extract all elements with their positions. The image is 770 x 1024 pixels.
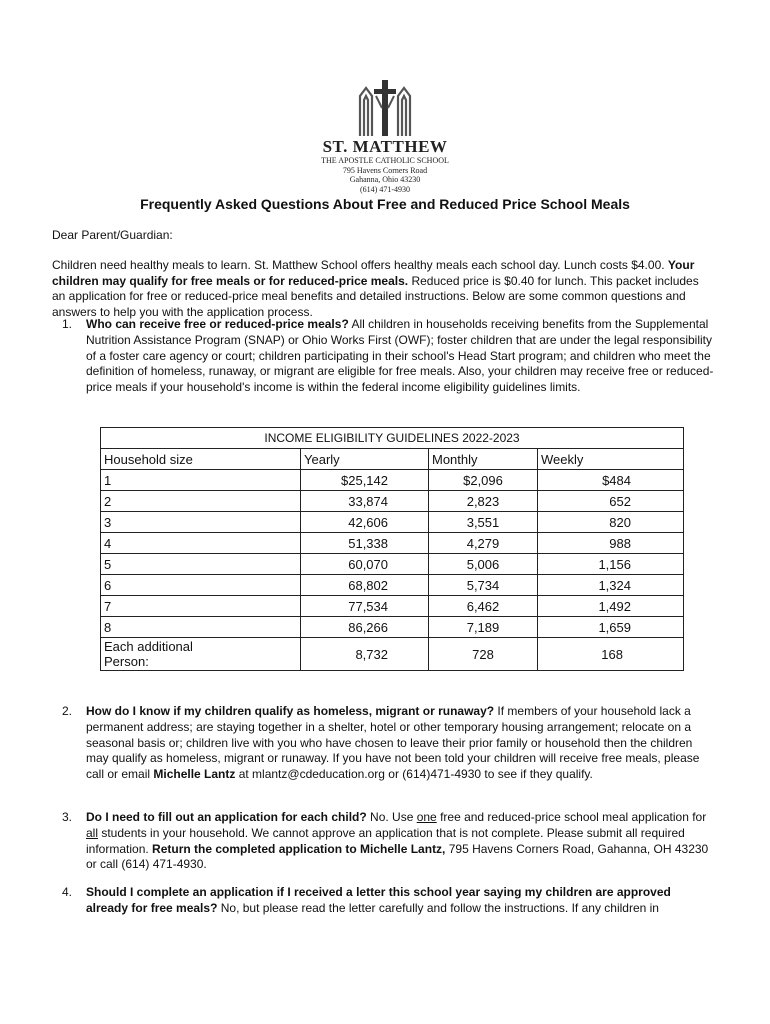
- faq-answer-part: free and reduced-price school meal application for: [436, 810, 707, 824]
- cell-yearly: 77,534: [301, 596, 429, 617]
- school-name: ST. MATTHEW: [322, 137, 448, 156]
- faq-item-4: [52, 885, 714, 917]
- school-logo: [300, 80, 470, 194]
- table-row: [101, 617, 684, 638]
- cell-size: [101, 638, 301, 671]
- cell-size: 8: [101, 617, 301, 638]
- table-caption: INCOME ELIGIBILITY GUIDELINES 2022-2023: [101, 428, 684, 449]
- faq-answer-1: If members of your household lack a permanent address; are staying together in a shelter, hotel or other temporary housing arrangement; relocate on a seasonal basis or; children live with you who have chosen to leave their prior family or household then the children may qualify as homeless, migrant or runaway. If you have not been told your children will receive free meals, please call or email: [86, 704, 700, 782]
- intro-text-1: Children need healthy meals to learn. St. Matthew School offers healthy meals each school day. Lunch costs $4.00.: [52, 258, 665, 272]
- cell-weekly: 168: [538, 638, 684, 671]
- cell-monthly: 5,734: [429, 575, 538, 596]
- intro-bold: Your children may qualify for free meals or for reduced-price meals.: [52, 258, 695, 288]
- table-row: [101, 596, 684, 617]
- school-subtitle: THE APOSTLE CATHOLIC SCHOOL: [321, 156, 449, 165]
- cell-size: 4: [101, 533, 301, 554]
- cell-weekly: 988: [538, 533, 684, 554]
- cell-size: 7: [101, 596, 301, 617]
- cell-yearly: 60,070: [301, 554, 429, 575]
- cell-weekly: 1,324: [538, 575, 684, 596]
- cell-monthly: 3,551: [429, 512, 538, 533]
- school-phone: (614) 471-4930: [360, 184, 410, 194]
- cell-size-line2: Person:: [104, 654, 149, 669]
- table-row: [101, 533, 684, 554]
- header-monthly: Monthly: [429, 449, 538, 470]
- table-row: [101, 575, 684, 596]
- cell-size: 3: [101, 512, 301, 533]
- table-row: [101, 470, 684, 491]
- header-household-size: Household size: [101, 449, 301, 470]
- contact-name: Michelle Lantz: [153, 767, 236, 782]
- header-weekly: Weekly: [538, 449, 684, 470]
- faq-number: 3.: [62, 810, 73, 824]
- cell-yearly: 8,732: [301, 638, 429, 671]
- table-row-additional: [101, 638, 684, 671]
- intro-paragraph: [52, 258, 712, 320]
- underlined-word: all: [86, 825, 99, 840]
- cell-weekly: 1,659: [538, 617, 684, 638]
- faq-item-1: [52, 317, 714, 396]
- faq-answer-part: No. Use: [366, 810, 417, 824]
- faq-answer-part: 795 Havens Corners Road, Gahanna, OH 43230 or call (614) 471-4930.: [86, 841, 709, 872]
- cell-monthly: 4,279: [429, 533, 538, 554]
- cell-weekly: 652: [538, 491, 684, 512]
- faq-answer: All children in households receiving benefits from the Supplemental Nutrition Assistance Program (SNAP) or Ohio Works First (OWF); foster children that are under the legal responsibility of a foster care agency or court; children participating in their school's Head Start program; and children who meet the definition of homeless, runaway, or migrant are eligible for free meals. Also, your children may receive free or reduced-price meals if your household's income is within the federal income eligibility guidelines limits.: [86, 317, 714, 395]
- table-row: [101, 554, 684, 575]
- faq-question: Do I need to fill out an application for each child?: [86, 810, 367, 824]
- cell-size: 5: [101, 554, 301, 575]
- cell-size: 1: [101, 470, 301, 491]
- cross-logo-icon: [356, 80, 414, 136]
- faq-item-2: [52, 704, 714, 783]
- cell-weekly: $484: [538, 470, 684, 491]
- cell-monthly: $2,096: [429, 470, 538, 491]
- cell-weekly: 820: [538, 512, 684, 533]
- cell-yearly: 42,606: [301, 512, 429, 533]
- faq-answer-2: at mlantz@cdeducation.org or (614)471-4930 to see if they qualify.: [235, 767, 593, 782]
- faq-question: How do I know if my children qualify as homeless, migrant or runaway?: [86, 704, 495, 718]
- cell-weekly: 1,492: [538, 596, 684, 617]
- header-yearly: Yearly: [301, 449, 429, 470]
- income-eligibility-table: [100, 427, 684, 671]
- cell-yearly: 86,266: [301, 617, 429, 638]
- faq-number: 2.: [62, 704, 73, 718]
- table-row: [101, 512, 684, 533]
- faq-answer: No, but please read the letter carefully and follow the instructions. If any children in: [217, 900, 659, 915]
- cell-yearly: 51,338: [301, 533, 429, 554]
- cell-yearly: 33,874: [301, 491, 429, 512]
- cell-size: 2: [101, 491, 301, 512]
- faq-number: 4.: [62, 885, 73, 899]
- page-title: Frequently Asked Questions About Free and Reduced Price School Meals: [140, 196, 630, 212]
- underlined-word: one: [416, 810, 437, 824]
- greeting: Dear Parent/Guardian:: [52, 228, 173, 242]
- school-address-2: Gahanna, Ohio 43230: [349, 175, 421, 184]
- school-address-1: 795 Havens Corners Road: [342, 165, 428, 175]
- cell-monthly: 728: [429, 638, 538, 671]
- cell-monthly: 6,462: [429, 596, 538, 617]
- cell-yearly: $25,142: [301, 470, 429, 491]
- cell-size: 6: [101, 575, 301, 596]
- cell-yearly: 68,802: [301, 575, 429, 596]
- faq-question: Should I complete an application if I received a letter this school year saying my children are approved already for free meals?: [86, 885, 671, 915]
- cell-size-line1: Each additional: [104, 639, 193, 654]
- cell-monthly: 5,006: [429, 554, 538, 575]
- table-header-row: [101, 449, 684, 470]
- faq-question: Who can receive free or reduced-price meals?: [86, 317, 349, 331]
- cell-weekly: 1,156: [538, 554, 684, 575]
- intro-text-2: Reduced price is $0.40 for lunch. This packet includes an application for free or reduced-price meal benefits and detailed instructions. Below are some common questions and answers to help you with the application process.: [52, 273, 699, 319]
- cell-monthly: 2,823: [429, 491, 538, 512]
- table-row: [101, 491, 684, 512]
- faq-number: 1.: [62, 317, 73, 331]
- faq-answer-bold: Return the completed application to Michelle Lantz,: [152, 841, 446, 856]
- faq-answer-part: students in your household. We cannot approve an application that is not complete. Please submit all required information.: [86, 825, 685, 856]
- faq-item-3: [52, 810, 714, 873]
- cell-monthly: 7,189: [429, 617, 538, 638]
